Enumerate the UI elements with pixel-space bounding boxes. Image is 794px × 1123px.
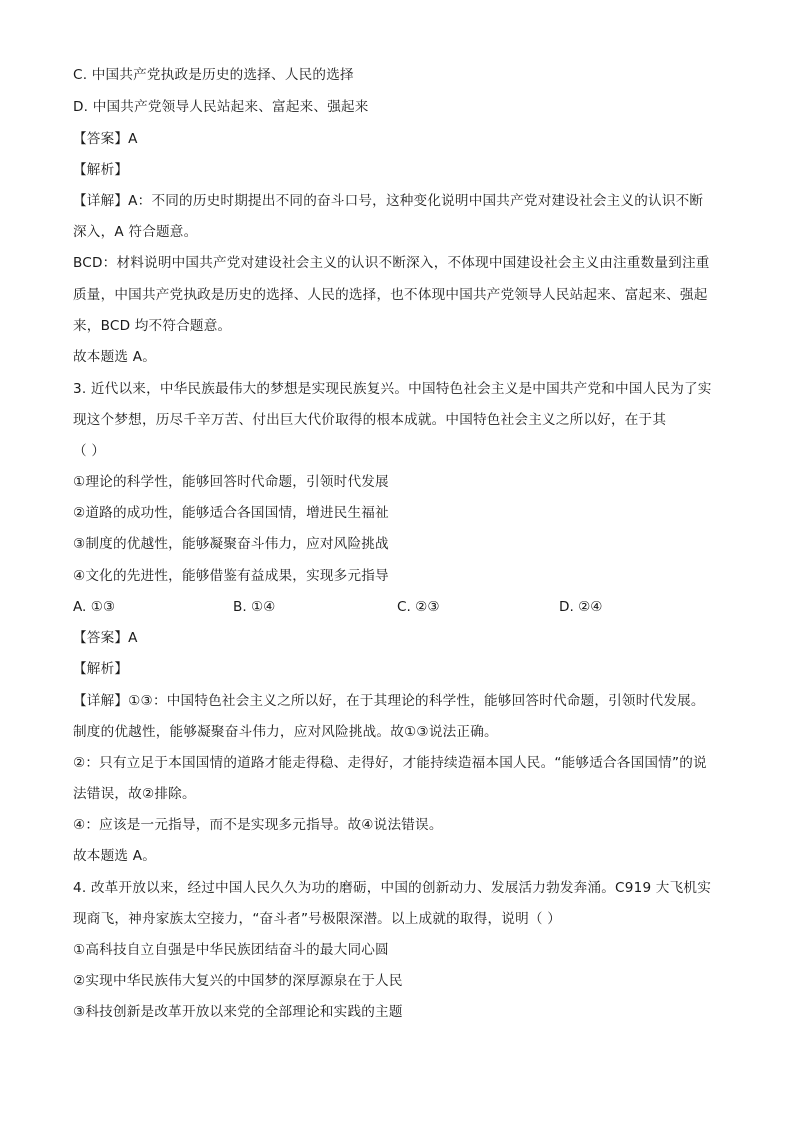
q4-item-2: ②实现中华民族伟大复兴的中国梦的深厚源泉在于人民 — [73, 973, 403, 989]
q3-options-row — [73, 595, 733, 619]
q3-option-a: A. ①③ — [73, 599, 116, 615]
q3-item-1: ①理论的科学性，能够回答时代命题，引领时代发展 — [73, 474, 389, 490]
q3-answer: 【答案】A — [73, 630, 138, 646]
q2-option-c: C. 中国共产党执政是历史的选择、人民的选择 — [73, 67, 354, 83]
q4-stem-line-2: 现商飞，神舟家族太空接力，“奋斗者”号极限深潜。以上成就的取得，说明（ ） — [73, 911, 561, 927]
q2-detail-line-5: 来，BCD 均不符合题意。 — [73, 318, 232, 334]
q3-detail-line-1: 【详解】①③：中国特色社会主义之所以好，在于其理论的科学性，能够回答时代命题，引领时代发展。 — [73, 693, 705, 709]
q2-conclusion: 故本题选 A。 — [73, 349, 156, 365]
q3-stem-line-2: 现这个梦想，历尽千辛万苦、付出巨大代价取得的根本成就。中国特色社会主义之所以好，在于其 — [73, 412, 667, 428]
q3-detail-line-4: 法错误，故②排除。 — [73, 786, 196, 802]
q2-detail-line-3: BCD：材料说明中国共产党对建设社会主义的认识不断深入，不体现中国建设社会主义由注重数量到注重 — [73, 255, 710, 271]
q3-item-3: ③制度的优越性，能够凝聚奋斗伟力，应对风险挑战 — [73, 536, 389, 552]
q2-option-d: D. 中国共产党领导人民站起来、富起来、强起来 — [73, 99, 369, 115]
q3-stem-line-3: （ ） — [73, 443, 106, 459]
q4-item-3: ③科技创新是改革开放以来党的全部理论和实践的主题 — [73, 1004, 403, 1020]
q2-detail-line-1: 【详解】A：不同的历史时期提出不同的奋斗口号，这种变化说明中国共产党对建设社会主义的认识不断 — [73, 193, 704, 209]
q4-stem-line-1: 4. 改革开放以来，经过中国人民久久为功的磨砺，中国的创新动力、发展活力勃发奔涌。C919 大飞机实 — [73, 880, 711, 896]
q3-detail-line-2: 制度的优越性，能够凝聚奋斗伟力，应对风险挑战。故①③说法正确。 — [73, 724, 498, 740]
q3-option-c: C. ②③ — [397, 599, 440, 615]
q3-option-b: B. ①④ — [233, 599, 276, 615]
q3-detail-line-5: ④：应该是一元指导，而不是实现多元指导。故④说法错误。 — [73, 817, 443, 833]
q2-answer: 【答案】A — [73, 131, 138, 147]
q3-detail-line-3: ②：只有立足于本国国情的道路才能走得稳、走得好，才能持续造福本国人民。“能够适合各国国情”的说 — [73, 755, 707, 771]
q3-option-d: D. ②④ — [559, 599, 603, 615]
q4-item-1: ①高科技自立自强是中华民族团结奋斗的最大同心圆 — [73, 942, 389, 958]
q3-stem-line-1: 3. 近代以来，中华民族最伟大的梦想是实现民族复兴。中国特色社会主义是中国共产党和中国人民为了实 — [73, 381, 712, 397]
q3-item-4: ④文化的先进性，能够借鉴有益成果，实现多元指导 — [73, 568, 389, 584]
q2-analysis-label: 【解析】 — [73, 162, 129, 178]
q3-analysis-label: 【解析】 — [73, 661, 129, 677]
q3-conclusion: 故本题选 A。 — [73, 848, 156, 864]
q2-detail-line-2: 深入，A 符合题意。 — [73, 224, 198, 240]
q2-detail-line-4: 质量，中国共产党执政是历史的选择、人民的选择，也不体现中国共产党领导人民站起来、富起来、强起 — [73, 287, 708, 303]
q3-item-2: ②道路的成功性，能够适合各国国情，增进民生福祉 — [73, 505, 389, 521]
